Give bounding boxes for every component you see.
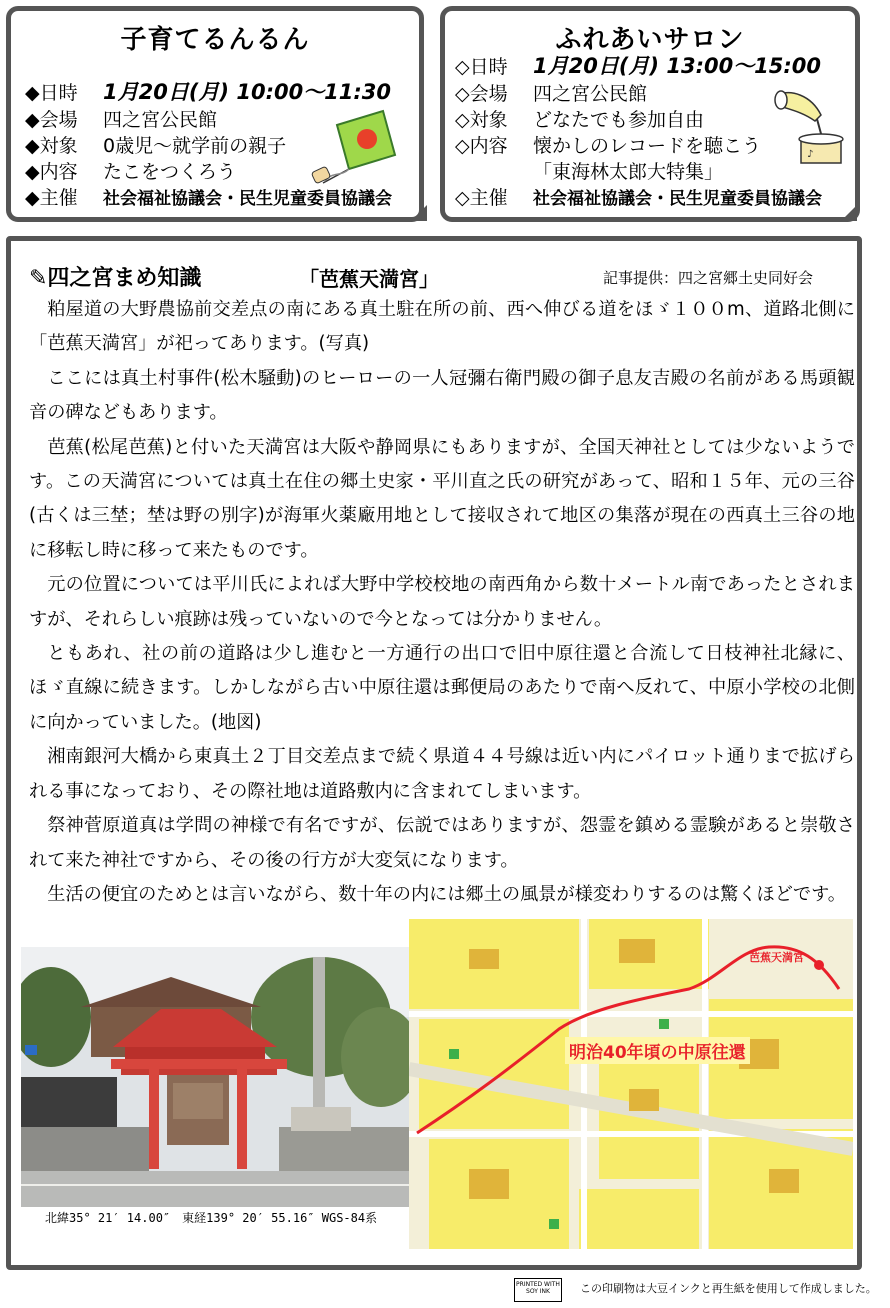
event-box-salon (440, 6, 860, 222)
article-heading: ✎四之宮まめ知識 (29, 266, 202, 291)
map-shrine-label: 芭蕉天満宮 (749, 951, 804, 964)
event-row-target: ◆対象 0歳児〜就学前の親子 (25, 135, 287, 157)
event-row-date: ◆日時 1月20日(月) 10:00〜11:30 (25, 80, 392, 104)
event-row-host: ◆主催 社会福祉協議会・民生児童委員協議会 (25, 187, 392, 209)
article-paragraph: 湘南銀河大橋から東真土２丁目交差点まで続く県道４４号線は近い内にパイロット通りまで拡げられる事になっており、その際社地は道路敷内に含まれてしまいます。 (29, 746, 855, 802)
shrine-photo (21, 947, 409, 1207)
event-row-date: ◇日時 1月20日(月) 13:00〜15:00 (455, 54, 822, 78)
dog-ear-corner (841, 205, 857, 221)
dog-ear-corner (411, 205, 427, 221)
article-paragraph: 芭蕉(松尾芭蕉)と付いた天満宮は大阪や静岡県にもありますが、全国天神社としては少ないようです。この天満宮については真土在住の郷土史家・平川直之氏の研究があって、昭和１５年、元の三谷(古くは三埜；埜は野の別字)が海軍火薬廠用地として接収されて地区の集落が現在の西真土三谷の地に移転し時に移って来たものです。 (29, 436, 855, 561)
kite-icon (311, 107, 397, 187)
event-box-kosodate (6, 6, 424, 222)
event-title: ふれあいサロン (555, 25, 745, 55)
article-paragraph: 生活の便宜のためとは言いながら、数十年の内には郷土の風景が様変わりするのは驚くほどです。 (47, 883, 846, 905)
article-box (6, 236, 862, 1270)
photo-caption: 北緯35° 21′ 14.00″ 東経139° 20′ 55.16″ WGS-84系 (45, 1211, 378, 1225)
soy-ink-logo: PRINTED WITH SOY INK (514, 1278, 562, 1302)
route-map (409, 919, 853, 1249)
article-subtitle: 「芭蕉天満宮」 (299, 267, 439, 291)
article-paragraph: 粕屋道の大野農協前交差点の南にある真土駐在所の前、西へ伸びる道をほゞ１００m、道路北側に「芭蕉天満宮」が祀ってあります。(写真) (29, 299, 855, 355)
footer-note: この印刷物は大豆インクと再生紙を使用して作成しました。 (580, 1282, 877, 1295)
article-paragraph: ここには真土村事件(松木騒動)のヒーローの一人冠彌右衛門殿の御子息友吉殿の名前がある馬頭観音の碑などもあります。 (29, 367, 855, 424)
map-route-label: 明治40年頃の中原往還 (565, 1037, 750, 1064)
event-title: 子育てるんるん (120, 25, 310, 55)
event-row-content-detail: 「東海林太郎大特集」 (533, 161, 724, 183)
svg-text:♪: ♪ (807, 149, 814, 160)
map-graphic (409, 919, 853, 1249)
article-body (29, 293, 855, 912)
article-credit: 記事提供：四之宮郷土史同好会 (603, 269, 814, 287)
article-paragraph: 祭神菅原道真は学問の神様で有名ですが、伝説ではありますが、怨霊を鎮める霊験があると崇敬されて来た神社ですから、その後の行方が大変気になります。 (29, 815, 855, 871)
event-row-content: ◆内容 たこをつくろう (25, 161, 237, 183)
event-row-host: ◇主催 社会福祉協議会・民生児童委員協議会 (455, 187, 822, 209)
event-row-content: ◇内容 懐かしのレコードを聴こう (455, 135, 762, 157)
article-paragraph: ともあれ、社の前の道路は少し進むと一方通行の出口で旧中原往還と合流して日枝神社北縁に、ほゞ直線に続きます。しかしながら古い中原往還は郵便局のあたりで南へ反れて、中原小学校の北側に向かっていました。(地図) (29, 643, 855, 733)
gramophone-icon (771, 81, 851, 171)
event-row-venue: ◇会場 四之宮公民館 (455, 83, 648, 105)
event-row-venue: ◆会場 四之宮公民館 (25, 109, 218, 131)
event-row-target: ◇対象 どなたでも参加自由 (455, 109, 705, 131)
article-paragraph: 元の位置については平川氏によれば大野中学校校地の南西角から数十メートル南であったとされますが、それらしい痕跡は残っていないので今となっては分かりません。 (29, 574, 855, 630)
